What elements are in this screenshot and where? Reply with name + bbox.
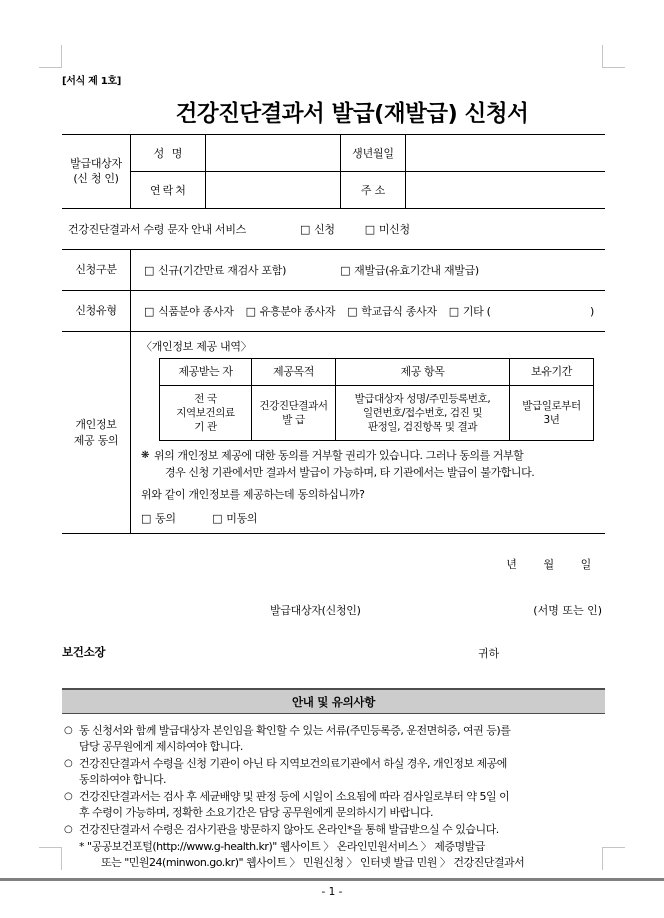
checkbox-icon[interactable]: □ [245,305,256,318]
bullet-icon: ○ [64,757,73,769]
receiver-line1: 전 국 [194,392,217,405]
consent-option-agree-label: 동의 [155,512,176,525]
form-code: [서식 제 1호] [62,76,122,87]
contact-field[interactable] [205,172,340,208]
crop-mark-top-right [602,45,625,68]
division-option-new[interactable] [144,262,286,278]
notice-section [62,688,605,872]
items-line1: 발급대상자 성명/주민등록번호, [354,392,491,405]
privacy-section-label [62,332,130,533]
notice-header: 안내 및 유의사항 [62,688,605,714]
checkbox-icon[interactable]: □ [448,305,459,318]
cell-purpose [252,386,336,441]
signature-area [62,556,605,662]
checkbox-icon[interactable]: □ [144,305,155,318]
header-receiver: 제공받는 자 [160,359,252,386]
notice-online-line1: "공공보건포털(http://www.g-health.kr)" 웹사이트 〉 온라인민원서비스 〉 제증명발급 [87,839,485,853]
date-line [62,556,605,572]
cell-receiver [160,386,252,441]
application-type-row [62,291,605,331]
consent-option-disagree[interactable] [212,512,257,525]
checkbox-icon[interactable]: □ [340,264,351,277]
list-item [62,822,605,838]
privacy-body [130,332,605,533]
recipient-line [62,644,605,662]
applicant-label-line1: 발급대상자 [70,156,122,170]
notice-2-line1: 건강진단결과서 수령을 신청 기관이 아닌 타 지역보건의료기관에서 하실 경우, 개인정보 제공에 [79,756,507,770]
notice-2-line2: 동의하여야 합니다. [79,772,167,786]
asterisk-icon: ❋ [141,450,149,461]
application-type-label: 신청유형 [75,303,117,317]
sms-option-apply-label: 신청 [314,223,335,236]
division-option-reissue-label: 재발급(유효기간내 재발급) [354,264,479,277]
privacy-table-caption: 〈개인정보 제공 내역〉 [141,340,252,353]
table-row [160,386,594,441]
crop-mark-bottom-left [39,847,62,870]
cell-items [336,386,510,441]
consent-option-agree[interactable] [141,512,179,525]
retention-line1: 발급일로부터 [522,399,581,412]
name-field[interactable] [205,135,340,171]
checkbox-icon[interactable]: □ [364,223,375,236]
consent-option-disagree-label: 미동의 [226,512,258,525]
bullet-icon: ○ [64,790,73,802]
recipient-honorific: 귀하 [478,647,500,660]
contact-label: 연락처 [130,172,205,208]
crop-mark-bottom-right [602,847,625,870]
notice-4-line1: 건강진단결과서 수령은 검사기관을 방문하지 않아도 온라인*을 통해 발급받으실 수 있습니다. [79,822,499,836]
sms-option-apply[interactable] [300,221,335,237]
sms-service-body [62,209,605,249]
privacy-note [141,448,605,481]
items-line2: 일련번호/접수번호, 검진 및 [362,406,483,419]
purpose-line2: 발 급 [282,414,305,426]
application-division-label: 신청구분 [75,262,117,276]
type-option-food-label: 식품분야 종사자 [158,305,234,318]
purpose-line1: 건강진단결과서 [259,399,328,412]
page-title: 건강진단결과서 발급(재발급) 신청서 [175,101,529,127]
type-option-other-label: 기타 ( [462,305,491,318]
checkbox-icon[interactable]: □ [141,512,152,525]
notice-1-line1: 동 신청서와 함께 발급대상자 본인임을 확인할 수 있는 서류(주민등록증, 운전면허증, 여권 등)를 [79,724,511,737]
privacy-label-line2: 제공 동의 [73,433,119,447]
application-type-body [130,291,605,331]
applicant-row-name [130,135,605,171]
applicant-label-line2: (신 청 인) [73,171,119,185]
bullet-icon: ○ [64,823,73,835]
birthdate-label: 생년월일 [340,135,405,171]
privacy-choices [141,510,605,526]
sms-service-row [62,209,605,249]
privacy-consent-section [62,332,605,533]
sms-option-decline[interactable] [365,221,410,237]
items-line3: 판정일, 검진항목 및 결과 [367,421,478,434]
notice-3-line2: 후 수령이 가능하며, 정확한 소요기간은 담당 공무원에게 문의하시기 바랍니다. [79,805,433,819]
header-purpose: 제공목적 [252,359,336,386]
division-option-new-label: 신규(기간만료 재검사 포함) [158,264,287,277]
footer-divider [0,878,664,881]
type-option-school-meal[interactable] [347,303,437,319]
list-item [62,789,605,821]
receiver-line2: 지역보건의료 [176,406,235,419]
name-label: 성 명 [130,135,205,171]
receiver-line3: 기 관 [194,421,217,434]
checkbox-icon[interactable]: □ [347,305,358,318]
notice-1-line2: 담당 공무원에게 제시하여야 합니다. [79,739,243,753]
list-item [62,756,605,788]
checkbox-icon[interactable]: □ [144,264,155,277]
sms-service-label: 건강진단결과서 수령 문자 안내 서비스 [68,223,247,236]
notice-online-line2: 또는 "민원24(minwon.go.kr)" 웹사이트 〉 민원신청 〉 인터넷 발급 민원 〉 건강진단결과서 [101,856,525,870]
header-items: 제공 항목 [336,359,510,386]
rule-after-privacy [62,533,605,534]
signature-seal-label[interactable]: (서명 또는 인) [533,604,602,617]
application-division-body [130,250,605,290]
division-option-reissue[interactable] [340,262,479,278]
type-option-food[interactable] [144,303,234,319]
retention-line2: 3년 [543,414,560,426]
asterisk-icon: * [79,839,84,853]
applicant-section [62,135,605,208]
privacy-note-line1: 위의 개인정보 제공에 대한 동의를 거부할 권리가 있습니다. 그러나 동의를 거부할 [154,449,524,462]
type-option-other[interactable] [449,303,491,319]
page-number: - 1 - [321,886,343,898]
notice-3-line1: 건강진단결과서는 검사 후 세균배양 및 판정 등에 시일이 소요됨에 따라 검사일로부터 약 5일 이 [79,789,510,803]
signature-line [62,602,605,618]
sms-option-decline-label: 미신청 [378,223,410,236]
date-year[interactable]: 년 [506,558,517,571]
privacy-question: 위와 같이 개인정보를 제공하는데 동의하십니까? [141,488,365,501]
address-label: 주 소 [340,172,405,208]
type-option-entertainment-label: 유흥분야 종사자 [259,305,336,318]
privacy-detail-table [159,358,594,441]
application-division-row [62,250,605,290]
application-form [62,134,605,534]
birthdate-field[interactable] [405,135,605,171]
signature-applicant-label: 발급대상자(신청인) [270,604,361,617]
list-item [62,723,605,755]
recipient-title: 보건소장 [62,645,106,659]
header-retention: 보유기간 [510,359,594,386]
address-field[interactable] [405,172,605,208]
cell-retention [510,386,594,441]
date-day[interactable]: 일 [580,558,591,571]
notice-body [62,714,605,872]
applicant-row-contact [130,172,605,208]
date-month[interactable]: 월 [543,558,554,571]
bullet-icon: ○ [64,725,73,736]
applicant-section-label [62,135,130,208]
type-option-school-meal-label: 학교급식 종사자 [361,305,437,318]
type-option-other-close: ) [590,304,594,318]
crop-mark-top-left [39,45,62,68]
checkbox-icon[interactable]: □ [212,512,223,525]
privacy-note-line2: 경우 신청 기관에서만 결과서 발급이 가능하며, 타 기관에서는 발급이 불가합니다. [165,465,535,479]
privacy-label-line1: 개인정보 [75,418,117,432]
notice-online-detail [62,839,605,872]
type-option-entertainment[interactable] [246,303,336,319]
checkbox-icon[interactable]: □ [300,223,311,236]
table-header-row [160,359,594,386]
